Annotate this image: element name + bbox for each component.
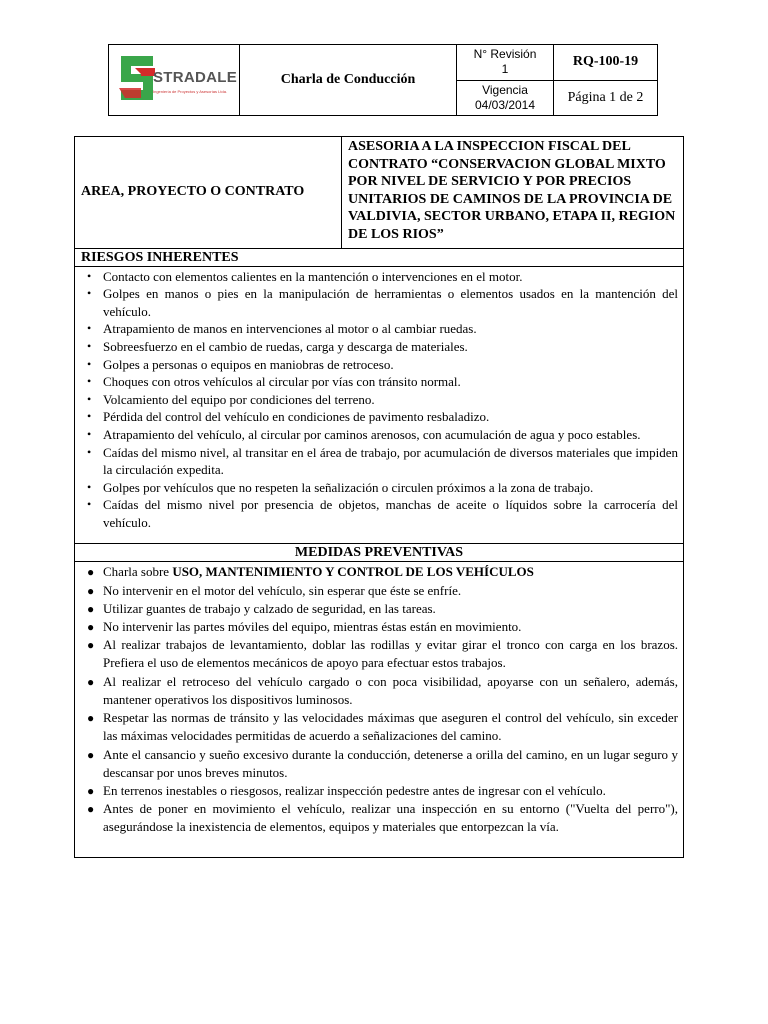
bullet-icon: ●: [87, 802, 95, 817]
bullet-icon: ●: [87, 620, 95, 635]
area-value: ASESORIA A LA INSPECCION FISCAL DEL CONTRATO “CONSERVACION GLOBAL MIXTO POR NIVEL DE SERVICIO Y POR PRECIOS UNITARIOS DE CAMINOS DE LA PROVINCIA DE VALDIVIA, SECTOR URBANO, ETAPA II, REGION DE LOS RIOS”: [342, 137, 684, 249]
document-code: RQ-100-19: [554, 45, 658, 81]
bullet-icon: ●: [87, 674, 95, 689]
list-item: ● Antes de poner en movimiento el vehículo, realizar una inspección en su entorno ("Vuelta del perro"), asegurándose la inexistencia de elementos, equipos y materiales que entorpezcan la vía.: [87, 801, 678, 835]
bullet-icon: •: [87, 374, 92, 389]
stradale-s-icon: [117, 52, 157, 104]
list-item: • Atrapamiento del vehículo, al circular por caminos arenosos, con acumulación de agua y poco estables.: [87, 426, 641, 442]
list-item: ● Respetar las normas de tránsito y las velocidades máximas que aseguren el control del vehículo, sin exceder las máximas velocidades permitidas de acuerdo a señalizaciones del camino.: [87, 710, 678, 744]
content-table: [74, 136, 684, 858]
bullet-icon: •: [87, 391, 92, 406]
bullet-icon: •: [87, 338, 92, 353]
bullet-icon: •: [87, 321, 92, 336]
list-item: ● No intervenir las partes móviles del equipo, mientras éstas están en movimiento.: [81, 618, 678, 636]
riesgos-title: RIESGOS INHERENTES: [75, 248, 684, 266]
bullet-icon: •: [87, 268, 92, 283]
logo-cell: [109, 45, 240, 116]
bullet-icon: ●: [87, 783, 95, 798]
medidas-title: MEDIDAS PREVENTIVAS: [75, 544, 684, 562]
bullet-icon: •: [87, 426, 92, 441]
document-header: [108, 44, 658, 116]
bullet-icon: •: [87, 497, 92, 512]
list-item: • Golpes en manos o pies en la manipulación de herramientas o elementos usados en la mantención del vehículo.: [87, 286, 678, 319]
charla-topic: USO, MANTENIMIENTO Y CONTROL DE LOS VEHÍCULOS: [172, 564, 534, 580]
logo-text: STRADALE: [153, 69, 238, 86]
bullet-icon: •: [87, 286, 92, 301]
list-item: • Caídas del mismo nivel por presencia de objetos, manchas de aceite o líquidos sobre la carrocería del vehículo.: [87, 497, 678, 530]
list-item: ● Al realizar el retroceso del vehículo cargado o con poca visibilidad, apoyarse con un señalero, además, mantener operativos los dispositivos luminosos.: [87, 673, 678, 707]
list-item: • Sobreesfuerzo en el cambio de ruedas, carga y descarga de materiales.: [87, 338, 468, 354]
revision-value: 1: [501, 62, 509, 77]
revision-label: N° Revisión: [473, 47, 537, 62]
revision-cell: [457, 45, 554, 81]
medidas-list: [81, 563, 678, 836]
bullet-icon: •: [87, 356, 92, 371]
list-item: ● En terrenos inestables o riesgosos, realizar inspección pedestre antes de ingresar con el vehículo.: [81, 782, 678, 800]
medidas-list-cell: [75, 562, 684, 857]
bullet-icon: •: [87, 444, 92, 459]
vigencia-label: Vigencia: [482, 82, 528, 97]
bullet-icon: •: [87, 409, 92, 424]
bullet-icon: ●: [87, 583, 95, 598]
list-item: • Atrapamiento de manos en intervenciones al motor o al cambiar ruedas.: [87, 321, 477, 337]
list-item: ● Utilizar guantes de trabajo y calzado de seguridad, en las tareas.: [81, 600, 678, 618]
list-item: • Golpes por vehículos que no respeten la señalización o circulen próximos a la zona de trabajo.: [87, 479, 594, 495]
list-item: ● Charla sobre USO, MANTENIMIENTO Y CONTROL DE LOS VEHÍCULOS: [81, 563, 678, 581]
list-item: • Pérdida del control del vehículo en condiciones de pavimento resbaladizo.: [87, 409, 490, 425]
list-item: • Caídas del mismo nivel, al transitar en el área de trabajo, por acumulación de diversos materiales que impiden la circulación expedita.: [87, 444, 678, 478]
company-logo: [109, 45, 239, 115]
list-item: ● Ante el cansancio y sueño excesivo durante la conducción, detenerse a orilla del camino, en un lugar seguro y descansar por unos breves minutos.: [87, 746, 678, 780]
list-item: • Volcamiento del equipo por condiciones del terreno.: [87, 391, 375, 407]
page-number: Página 1 de 2: [554, 80, 658, 116]
bullet-icon: ●: [87, 747, 95, 762]
bullet-icon: ●: [87, 565, 95, 580]
bullet-icon: ●: [87, 638, 95, 653]
list-item: • Choques con otros vehículos al circular por vías con tránsito normal.: [87, 374, 461, 390]
bullet-icon: ●: [87, 601, 95, 616]
list-item: • Contacto con elementos calientes en la mantención o intervenciones en el motor.: [87, 268, 523, 284]
logo-tagline: Ingeniería de Proyectos y Asesorías Ltda.: [153, 89, 228, 94]
list-item: • Golpes a personas o equipos en maniobras de retroceso.: [87, 356, 394, 372]
list-item: ● No intervenir en el motor del vehículo, sin esperar que éste se enfríe.: [81, 582, 678, 600]
list-item: ● Al realizar trabajos de levantamiento, doblar las rodillas y evitar girar el tronco con carga en los brazos. Prefiera el uso de elementos mecánicos de apoyo para efectuar estos trabajos.: [87, 637, 678, 671]
bullet-icon: ●: [87, 711, 95, 726]
riesgos-list: [81, 268, 678, 532]
area-label: AREA, PROYECTO O CONTRATO: [75, 137, 342, 249]
riesgos-list-cell: [75, 266, 684, 544]
document-title: Charla de Conducción: [240, 45, 457, 116]
vigencia-cell: [457, 80, 554, 116]
bullet-icon: •: [87, 479, 92, 494]
vigencia-value: 04/03/2014: [474, 97, 536, 112]
